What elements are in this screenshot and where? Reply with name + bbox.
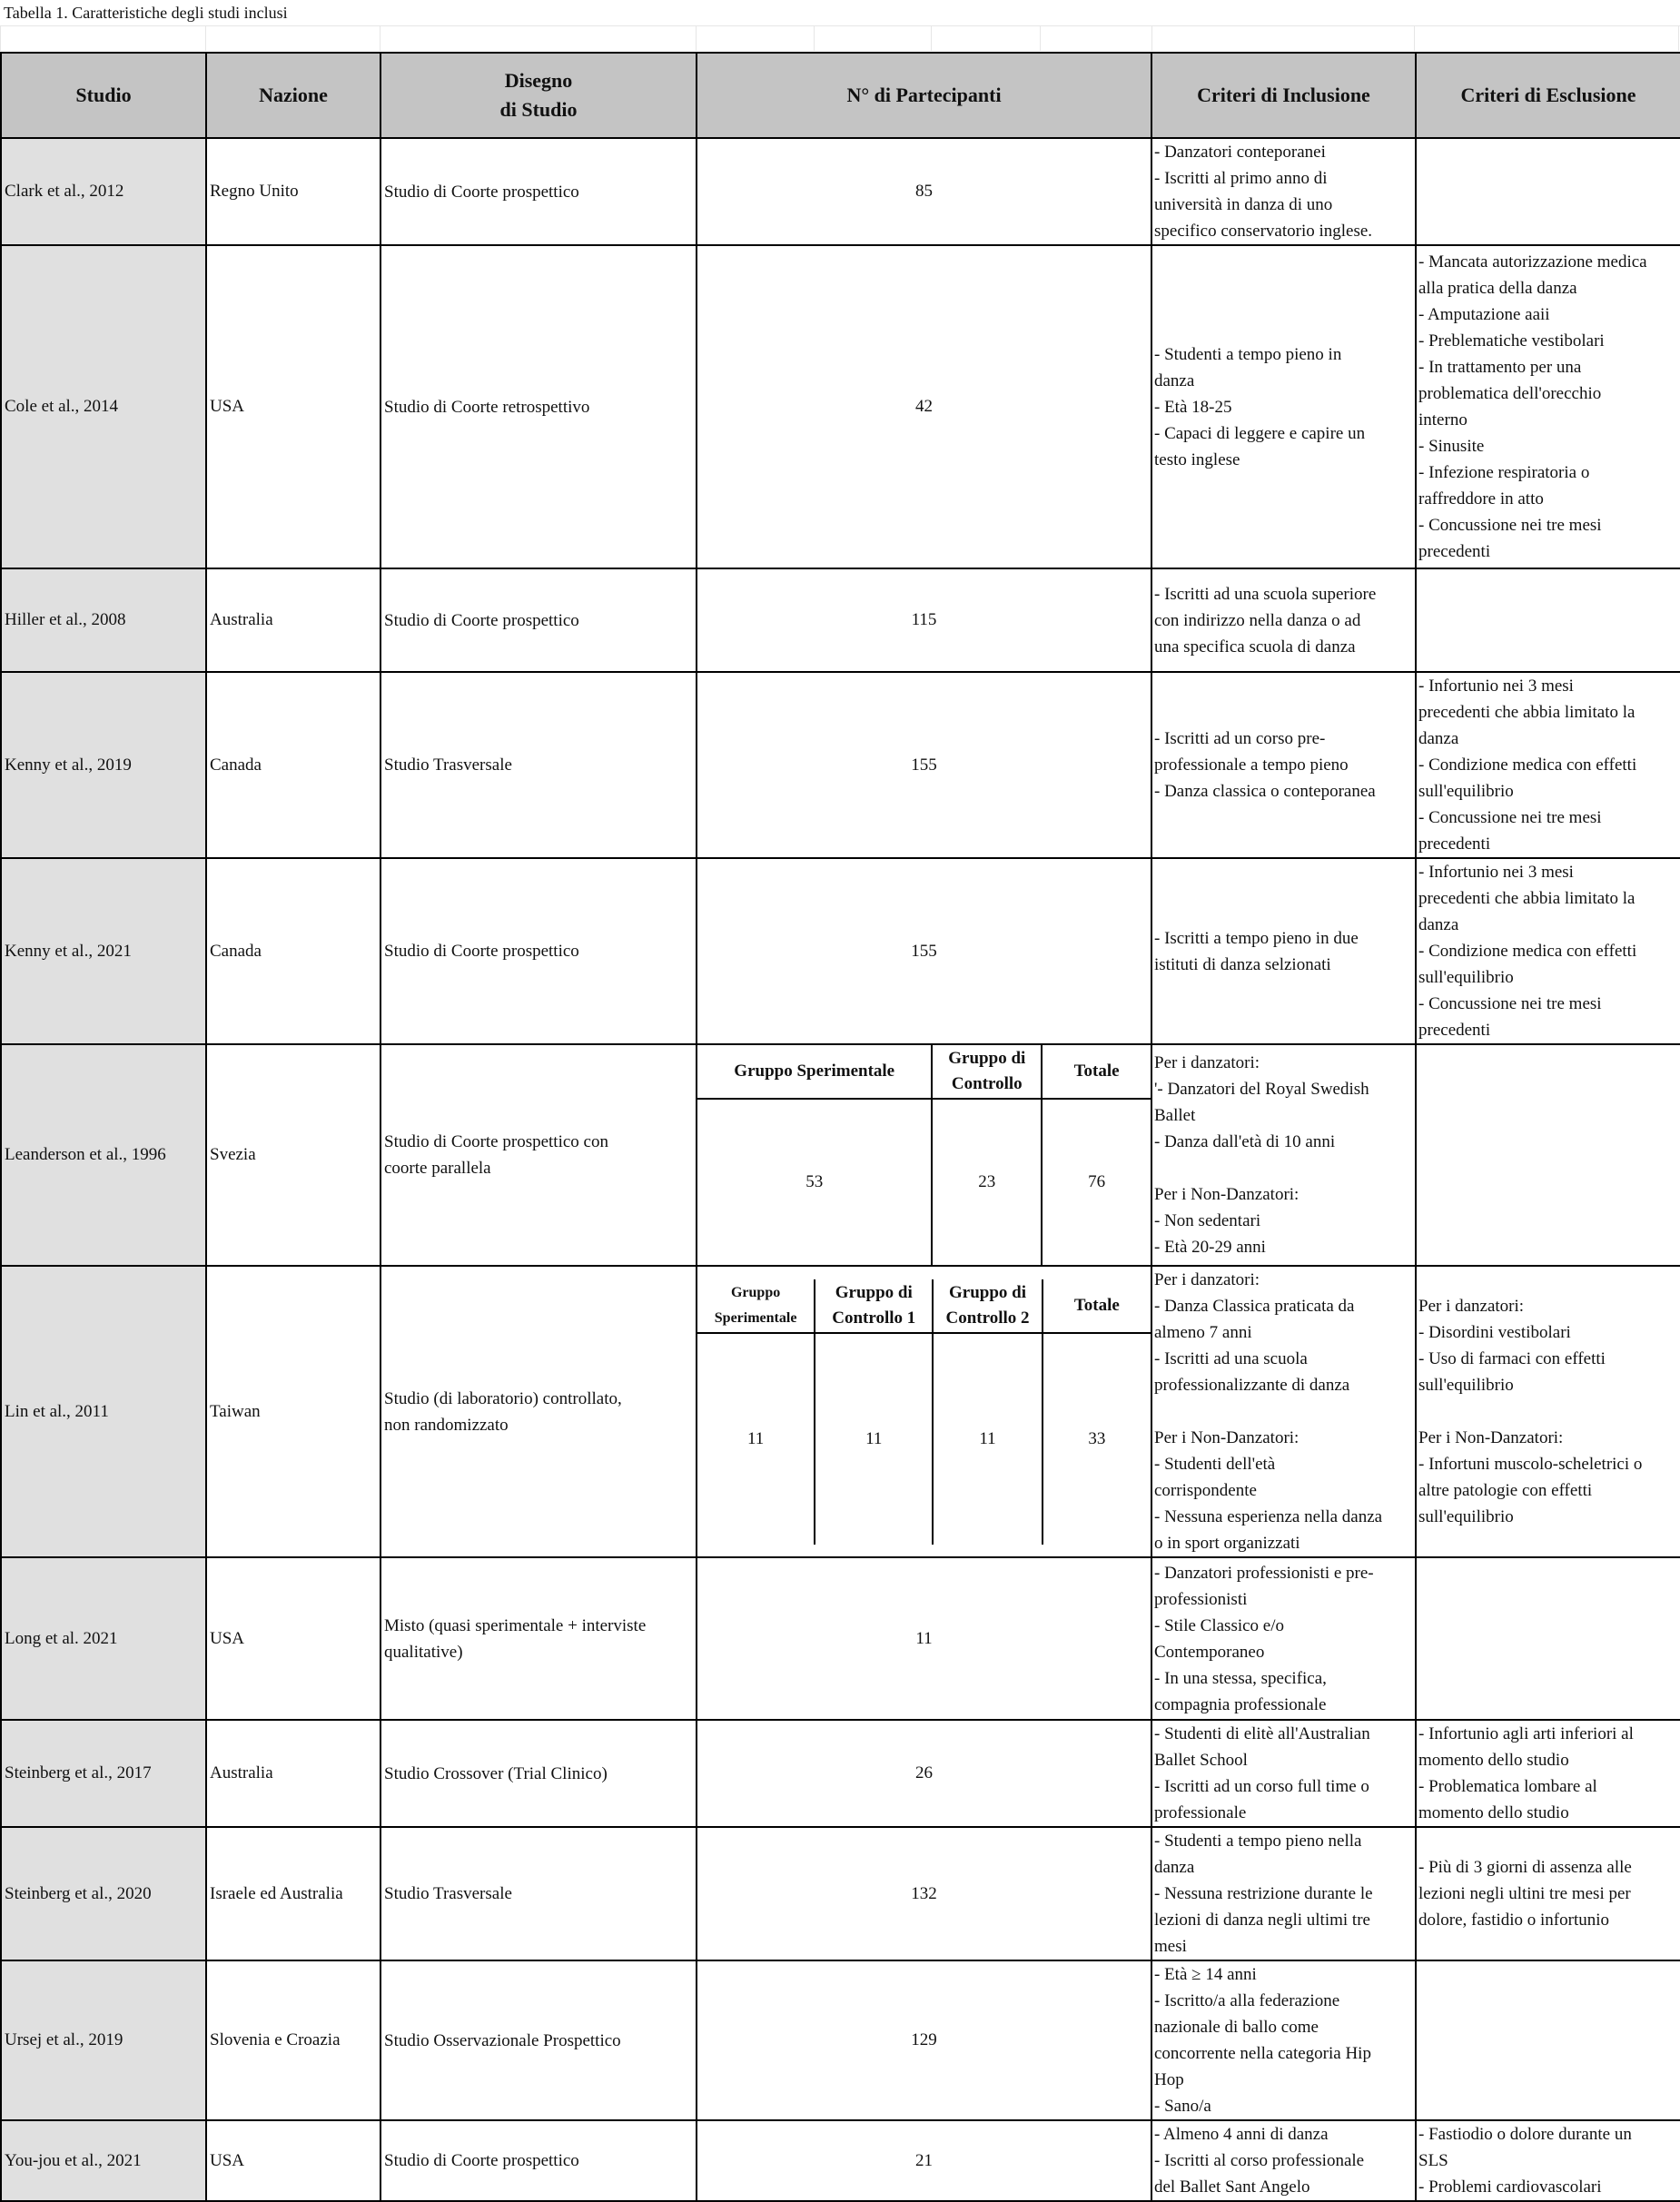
esclusione-line: SLS [1418, 2151, 1448, 2170]
studies-table [0, 52, 1680, 2202]
esclusione-line: - Amputazione aaii [1418, 305, 1550, 324]
inclusione-line: - Iscritti ad un corso full time o [1154, 1777, 1369, 1796]
esclusione-line: - Condizione medica con effetti [1418, 942, 1637, 961]
cell-partecipanti: 115 [697, 568, 1151, 672]
inclusione-line: Per i Non-Danzatori: [1154, 1428, 1300, 1447]
cell-nazione: Canada [206, 672, 380, 858]
table-row [1, 1720, 1680, 1827]
disegno-line: non randomizzato [384, 1415, 509, 1435]
cell-inclusione [1151, 568, 1416, 672]
group-value: 11 [697, 1333, 815, 1545]
group-value-row [697, 1099, 1151, 1265]
inclusione-line: - Non sedentari [1154, 1211, 1261, 1230]
esclusione-line: - Concussione nei tre mesi [1418, 516, 1602, 535]
esclusione-line: interno [1418, 410, 1468, 430]
spreadsheet-grid-row [0, 25, 1680, 51]
group-value-row [697, 1333, 1151, 1545]
cell-partecipanti [697, 1266, 1151, 1557]
cell-esclusione [1416, 245, 1680, 568]
inclusione-line: Ballet School [1154, 1751, 1248, 1770]
header-nazione: Nazione [206, 53, 380, 138]
header-disegno [380, 53, 697, 138]
inclusione-line: - Iscritto/a alla federazione [1154, 1991, 1340, 2010]
cell-nazione: Australia [206, 1720, 380, 1827]
inclusione-line: mesi [1154, 1937, 1187, 1956]
esclusione-line: - Problematica lombare al [1418, 1777, 1597, 1796]
esclusione-line: - Concussione nei tre mesi [1418, 994, 1602, 1013]
group-value: 23 [932, 1099, 1042, 1265]
cell-partecipanti: 11 [697, 1557, 1151, 1720]
inclusione-line: - Danza classica o conteporanea [1154, 782, 1376, 801]
inclusione-line: '- Danzatori del Royal Swedish [1154, 1080, 1369, 1099]
cell-partecipanti: 155 [697, 672, 1151, 858]
esclusione-line: - Più di 3 giorni di assenza alle [1418, 1858, 1632, 1877]
esclusione-line: precedenti che abbia limitato la [1418, 889, 1636, 908]
disegno-line: Misto (quasi sperimentale + interviste [384, 1615, 647, 1635]
inclusione-line: nazionale di ballo come [1154, 2018, 1319, 2037]
cell-studio: Ursej et al., 2019 [1, 1960, 206, 2120]
inclusione-line: o in sport organizzati [1154, 1534, 1300, 1553]
cell-inclusione [1151, 2120, 1416, 2201]
header-partecipanti: N° di Partecipanti [697, 53, 1151, 138]
esclusione-line: - Infortuni muscolo-scheletrici o [1418, 1455, 1643, 1474]
inclusione-line: - Iscritti ad una scuola [1154, 1349, 1308, 1368]
inclusione-line: corrispondente [1154, 1481, 1257, 1500]
inclusione-line: - Danzatori professionisti e pre- [1154, 1563, 1374, 1583]
esclusione-line: - Uso di farmaci con effetti [1418, 1349, 1606, 1368]
header-studio: Studio [1, 53, 206, 138]
inclusione-line [1154, 1155, 1413, 1181]
disegno-line: coorte parallela [384, 1159, 491, 1178]
cell-nazione: Regno Unito [206, 138, 380, 245]
cell-esclusione [1416, 858, 1680, 1044]
inclusione-line: professionisti [1154, 1589, 1248, 1609]
cell-disegno [380, 1044, 697, 1266]
header-esclusione: Criteri di Esclusione [1416, 53, 1680, 138]
cell-inclusione [1151, 1720, 1416, 1827]
group-label: Totale [1043, 1279, 1151, 1333]
cell-partecipanti: 85 [697, 138, 1151, 245]
cell-studio: Hiller et al., 2008 [1, 568, 206, 672]
inclusione-line: - Studenti a tempo pieno in [1154, 344, 1342, 364]
inclusione-line: compagnia professionale [1154, 1694, 1327, 1714]
inclusione-line: - Iscritti al primo anno di [1154, 169, 1328, 188]
group-value: 11 [815, 1333, 933, 1545]
cell-disegno [380, 1266, 697, 1557]
inclusione-line: - Danza Classica praticata da [1154, 1297, 1355, 1316]
esclusione-line: Per i danzatori: [1418, 1297, 1525, 1316]
group-label: Totale [1042, 1045, 1151, 1099]
cell-nazione: USA [206, 1557, 380, 1720]
cell-nazione: Svezia [206, 1044, 380, 1266]
disegno-line: Studio (di laboratorio) controllato, [384, 1388, 622, 1408]
cell-studio: Leanderson et al., 1996 [1, 1044, 206, 1266]
cell-disegno: Studio di Coorte retrospettivo [380, 245, 697, 568]
group-label: Gruppo di Controllo [932, 1045, 1042, 1099]
cell-partecipanti [697, 1044, 1151, 1266]
table-row [1, 1044, 1680, 1266]
inclusione-line: istituti di danza selzionati [1154, 954, 1331, 974]
cell-inclusione [1151, 245, 1416, 568]
inclusione-line: Per i danzatori: [1154, 1270, 1260, 1289]
cell-studio: Cole et al., 2014 [1, 245, 206, 568]
inclusione-line: almeno 7 anni [1154, 1323, 1252, 1342]
cell-nazione: Israele ed Australia [206, 1827, 380, 1960]
inclusione-line: - Età 18-25 [1154, 397, 1232, 417]
esclusione-line: sull'equilibrio [1418, 1376, 1514, 1395]
inclusione-line: testo inglese [1154, 449, 1240, 469]
cell-inclusione [1151, 1044, 1416, 1266]
cell-studio: You-jou et al., 2021 [1, 2120, 206, 2201]
esclusione-line: - Concussione nei tre mesi [1418, 808, 1602, 827]
esclusione-line: precedenti [1418, 1021, 1491, 1040]
cell-nazione: Australia [206, 568, 380, 672]
group-label: Gruppo di Controllo 2 [933, 1279, 1042, 1333]
inclusione-line: - Iscritti a tempo pieno in due [1154, 928, 1359, 948]
cell-partecipanti: 132 [697, 1827, 1151, 1960]
esclusione-line: precedenti [1418, 834, 1491, 854]
table-row [1, 1557, 1680, 1720]
group-header-row [697, 1279, 1151, 1333]
cell-studio: Kenny et al., 2021 [1, 858, 206, 1044]
group-value: 11 [933, 1333, 1042, 1545]
table-row [1, 138, 1680, 245]
cell-studio: Long et al. 2021 [1, 1557, 206, 1720]
cell-esclusione [1416, 1557, 1680, 1720]
esclusione-line: - Infortunio nei 3 mesi [1418, 863, 1574, 882]
inclusione-line: con indirizzo nella danza o ad [1154, 610, 1361, 630]
cell-disegno: Studio di Coorte prospettico [380, 568, 697, 672]
cell-disegno: Studio Crossover (Trial Clinico) [380, 1720, 697, 1827]
cell-disegno: Studio Trasversale [380, 672, 697, 858]
cell-partecipanti: 26 [697, 1720, 1151, 1827]
group-label: Gruppo di Controllo 1 [815, 1279, 933, 1333]
cell-inclusione [1151, 672, 1416, 858]
inclusione-line: - Capaci di leggere e capire un [1154, 423, 1366, 443]
esclusione-line: Per i Non-Danzatori: [1418, 1428, 1564, 1447]
cell-disegno: Studio di Coorte prospettico [380, 138, 697, 245]
cell-inclusione [1151, 1827, 1416, 1960]
cell-esclusione [1416, 2120, 1680, 2201]
esclusione-line: raffreddore in atto [1418, 489, 1544, 509]
cell-disegno: Studio Trasversale [380, 1827, 697, 1960]
inclusione-line: Contemporaneo [1154, 1642, 1265, 1662]
inclusione-line: - Studenti dell'età [1154, 1455, 1276, 1474]
esclusione-line: lezioni negli ultini tre mesi per [1418, 1884, 1631, 1903]
inclusione-line: - Età ≥ 14 anni [1154, 1965, 1257, 1984]
participants-subtable [697, 1279, 1151, 1545]
esclusione-line: problematica dell'orecchio [1418, 384, 1602, 403]
cell-nazione: USA [206, 2120, 380, 2201]
inclusione-line: professionale [1154, 1803, 1247, 1822]
cell-esclusione [1416, 568, 1680, 672]
table-row [1, 2120, 1680, 2201]
cell-disegno: Studio di Coorte prospettico [380, 858, 697, 1044]
cell-esclusione [1416, 138, 1680, 245]
esclusione-line: sull'equilibrio [1418, 1507, 1514, 1526]
inclusione-line: - Sano/a [1154, 2097, 1211, 2116]
esclusione-line: - Infezione respiratoria o [1418, 463, 1590, 482]
inclusione-line: del Ballet Sant Angelo [1154, 2177, 1310, 2197]
table-row [1, 1960, 1680, 2120]
cell-esclusione [1416, 1827, 1680, 1960]
table-caption: Tabella 1. Caratteristiche degli studi inclusi [0, 0, 1680, 26]
cell-partecipanti: 129 [697, 1960, 1151, 2120]
esclusione-line: danza [1418, 729, 1459, 748]
cell-partecipanti: 42 [697, 245, 1151, 568]
group-value: 76 [1042, 1099, 1151, 1265]
inclusione-line [1154, 1398, 1413, 1425]
cell-studio: Steinberg et al., 2020 [1, 1827, 206, 1960]
cell-inclusione [1151, 1960, 1416, 2120]
header-inclusione: Criteri di Inclusione [1151, 53, 1416, 138]
esclusione-line: precedenti che abbia limitato la [1418, 703, 1636, 722]
inclusione-line: Hop [1154, 2070, 1184, 2089]
inclusione-line: una specifica scuola di danza [1154, 637, 1356, 657]
esclusione-line: - Condizione medica con effetti [1418, 755, 1637, 775]
inclusione-line: - Studenti a tempo pieno nella [1154, 1832, 1362, 1851]
cell-studio: Clark et al., 2012 [1, 138, 206, 245]
esclusione-line: - Disordini vestibolari [1418, 1323, 1571, 1342]
esclusione-line [1418, 1398, 1678, 1425]
cell-inclusione [1151, 1266, 1416, 1557]
inclusione-line: - Iscritti ad un corso pre- [1154, 729, 1326, 748]
inclusione-line: danza [1154, 1858, 1195, 1877]
group-value: 33 [1043, 1333, 1151, 1545]
inclusione-line: - Età 20-29 anni [1154, 1238, 1266, 1257]
group-label: Gruppo Sperimentale [697, 1045, 932, 1099]
cell-partecipanti: 155 [697, 858, 1151, 1044]
cell-inclusione [1151, 138, 1416, 245]
inclusione-line: - Danzatori conteporanei [1154, 143, 1326, 162]
esclusione-line: momento dello studio [1418, 1803, 1569, 1822]
inclusione-line: Per i danzatori: [1154, 1053, 1260, 1072]
table-row [1, 1266, 1680, 1557]
inclusione-line: Per i Non-Danzatori: [1154, 1185, 1300, 1204]
esclusione-line: - Infortunio agli arti inferiori al [1418, 1724, 1634, 1743]
inclusione-line: università in danza di uno [1154, 195, 1333, 214]
inclusione-line: - Stile Classico e/o [1154, 1615, 1285, 1635]
inclusione-line: specifico conservatorio inglese. [1154, 222, 1373, 241]
disegno-line: Studio di Coorte prospettico con [384, 1132, 608, 1151]
esclusione-line: danza [1418, 915, 1459, 934]
participants-subtable [697, 1045, 1151, 1265]
esclusione-line: - Mancata autorizzazione medica [1418, 252, 1647, 272]
inclusione-line: - Nessuna restrizione durante le [1154, 1884, 1373, 1903]
cell-esclusione [1416, 1044, 1680, 1266]
cell-disegno [380, 1557, 697, 1720]
esclusione-line: - Preblematiche vestibolari [1418, 331, 1605, 351]
cell-inclusione [1151, 858, 1416, 1044]
cell-esclusione [1416, 1960, 1680, 2120]
cell-partecipanti: 21 [697, 2120, 1151, 2201]
header-disegno-line-2: di Studio [499, 98, 578, 121]
cell-disegno: Studio di Coorte prospettico [380, 2120, 697, 2201]
inclusione-line: - In una stessa, specifica, [1154, 1668, 1327, 1688]
esclusione-line: - Infortunio nei 3 mesi [1418, 676, 1574, 696]
cell-studio: Kenny et al., 2019 [1, 672, 206, 858]
cell-nazione: Taiwan [206, 1266, 380, 1557]
esclusione-line: momento dello studio [1418, 1751, 1569, 1770]
inclusione-line: - Studenti di elitè all'Australian [1154, 1724, 1370, 1743]
header-row [1, 53, 1680, 138]
cell-esclusione [1416, 1266, 1680, 1557]
cell-nazione: USA [206, 245, 380, 568]
cell-nazione: Slovenia e Croazia [206, 1960, 380, 2120]
table-row [1, 568, 1680, 672]
inclusione-line: danza [1154, 370, 1195, 390]
esclusione-line: precedenti [1418, 542, 1491, 561]
cell-nazione: Canada [206, 858, 380, 1044]
inclusione-line: - Iscritti ad una scuola superiore [1154, 584, 1377, 604]
esclusione-line: alla pratica della danza [1418, 279, 1577, 298]
esclusione-line: - Problemi cardiovascolari [1418, 2177, 1602, 2197]
inclusione-line: concorrente nella categoria Hip [1154, 2044, 1371, 2063]
inclusione-line: - Nessuna esperienza nella danza [1154, 1507, 1383, 1526]
esclusione-line: - Sinusite [1418, 437, 1485, 456]
group-value: 53 [697, 1099, 932, 1265]
cell-inclusione [1151, 1557, 1416, 1720]
esclusione-line: dolore, fastidio o infortunio [1418, 1911, 1610, 1930]
cell-disegno: Studio Osservazionale Prospettico [380, 1960, 697, 2120]
table-row [1, 1827, 1680, 1960]
inclusione-line: - Almeno 4 anni di danza [1154, 2125, 1329, 2144]
esclusione-line: sull'equilibrio [1418, 782, 1514, 801]
group-label: Gruppo Sperimentale [697, 1279, 815, 1333]
inclusione-line: Ballet [1154, 1106, 1196, 1125]
cell-esclusione [1416, 1720, 1680, 1827]
esclusione-line: - In trattamento per una [1418, 358, 1582, 377]
table-row [1, 672, 1680, 858]
table-row [1, 858, 1680, 1044]
group-header-row [697, 1045, 1151, 1099]
cell-esclusione [1416, 672, 1680, 858]
inclusione-line: - Iscritti al corso professionale [1154, 2151, 1365, 2170]
cell-studio: Steinberg et al., 2017 [1, 1720, 206, 1827]
cell-studio: Lin et al., 2011 [1, 1266, 206, 1557]
esclusione-line: sull'equilibrio [1418, 968, 1514, 987]
header-disegno-line-1: Disegno [504, 69, 573, 92]
table-row [1, 245, 1680, 568]
inclusione-line: professionalizzante di danza [1154, 1376, 1350, 1395]
disegno-line: qualitative) [384, 1642, 463, 1662]
inclusione-line: professionale a tempo pieno [1154, 755, 1349, 775]
esclusione-line: altre patologie con effetti [1418, 1481, 1593, 1500]
inclusione-line: - Danza dall'età di 10 anni [1154, 1132, 1336, 1151]
inclusione-line: lezioni di danza negli ultimi tre [1154, 1911, 1370, 1930]
esclusione-line: - Fastiodio o dolore durante un [1418, 2125, 1632, 2144]
